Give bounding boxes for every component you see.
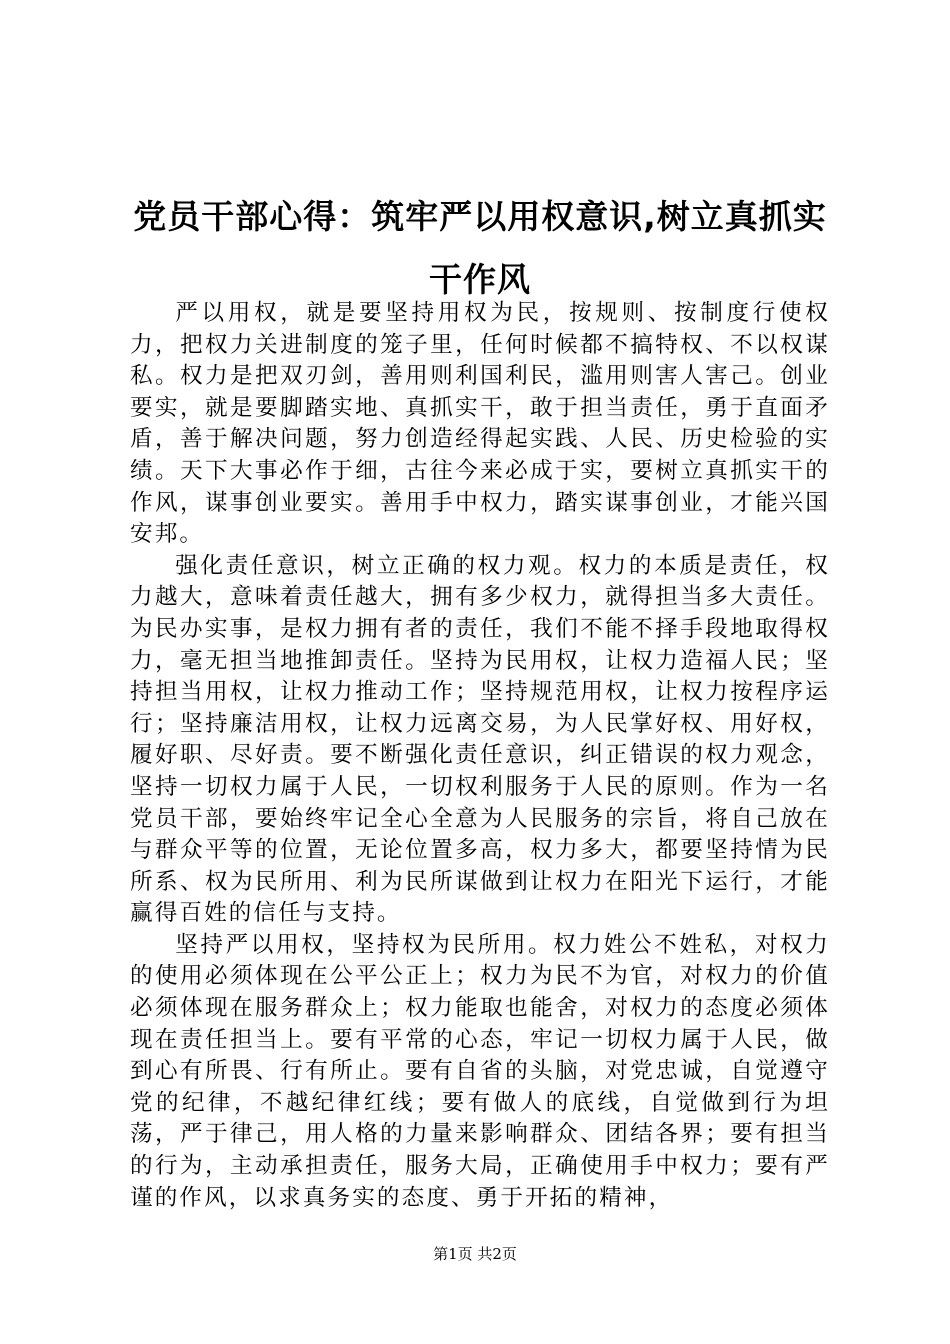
paragraph-1: 严以用权，就是要坚持用权为民，按规则、按制度行使权力，把权力关进制度的笼子里，任何时候都不搞特权、不以权谋私。权力是把双刃剑，善用则利国利民，滥用则害人害己。创业要实，就是要脚踏实地、真抓实干，敢于担当责任，勇于直面矛盾，善于解决问题，努力创造经得起实践、人民、历史检验的实绩。天下大事必作于细，古往今来必成于实，要树立真抓实干的作风，谋事创业要实。善用手中权力，踏实谋事创业，才能兴国安邦。 (130, 300, 830, 548)
document-body (130, 298, 830, 1214)
document-title: 党员干部心得：筑牢严以用权意识,树立真抓实干作风 (133, 197, 827, 299)
paragraph-3: 坚持严以用权，坚持权为民所用。权力姓公不姓私，对权力的使用必须体现在公平公正上；权力为民不为官，对权力的价值必须体现在服务群众上；权力能取也能舍，对权力的态度必须体现在责任担当上。要有平常的心态，牢记一切权力属于人民，做到心有所畏、行有所止。要有自省的头脑，对党忠诚，自觉遵守党的纪律，不越纪律红线；要有做人的底线，自觉做到行为坦荡，严于律己，用人格的力量来影响群众、团结各界；要有担当的行为，主动承担责任，服务大局，正确使用手中权力；要有严谨的作风，以求真务实的态度、勇于开拓的精神， (130, 931, 830, 1211)
page-number-footer: 第1页 共2页 (433, 1245, 517, 1263)
paragraph-2: 强化责任意识，树立正确的权力观。权力的本质是责任，权力越大，意味着责任越大，拥有多少权力，就得担当多大责任。为民办实事，是权力拥有者的责任，我们不能不择手段地取得权力，毫无担当地推卸责任。坚持为民用权，让权力造福人民；坚持担当用权，让权力推动工作；坚持规范用权，让权力按程序运行；坚持廉洁用权，让权力远离交易，为人民掌好权、用好权，履好职、尽好责。要不断强化责任意识，纠正错误的权力观念，坚持一切权力属于人民，一切权利服务于人民的原则。作为一名党员干部，要始终牢记全心全意为人民服务的宗旨，将自己放在与群众平等的位置，无论位置多高，权力多大，都要坚持情为民所系、权为民所用、利为民所谋做到让权力在阳光下运行，才能赢得百姓的信任与支持。 (130, 552, 830, 927)
